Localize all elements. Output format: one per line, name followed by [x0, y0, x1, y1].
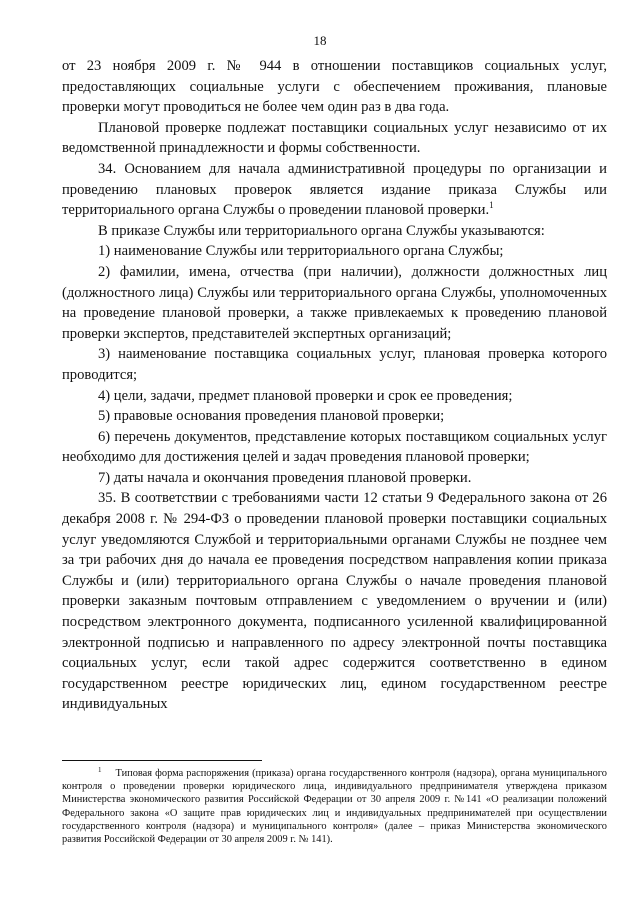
- paragraph-scope: Плановой проверке подлежат поставщики социальных услуг независимо от их ведомственной принадлежности и формы собственности.: [62, 119, 607, 157]
- paragraph-continuation: от 23 ноября 2009 г. № 944 в отношении поставщиков социальных услуг, предоставляющих социальные услуги с обеспечением проживания, плановые проверки могут проводиться не более чем один раз в два года.: [62, 58, 607, 116]
- list-item-2: 2) фамилии, имена, отчества (при наличии), должности должностных лиц (должностного лица) Службы или территориального органа Службы, уполномоченных на проведение плановой проверки, а также привлекаемых к проведению плановой проверки экспертов, представителей экспертных организаций;: [62, 263, 607, 342]
- paragraph-item-34-text: 34. Основанием для начала административной процедуры по организации и проведению плановых проверок является издание приказа Службы или территориального органа Службы о проведении плановой проверки.: [62, 160, 607, 219]
- list-item-6: 6) перечень документов, представление которых поставщиком социальных услуг необходимо для достижения целей и задач проведения плановой проверки;: [62, 428, 607, 466]
- footnote-divider: [62, 760, 262, 761]
- list-item-3: 3) наименование поставщика социальных услуг, плановая проверка которого проводится;: [62, 346, 607, 383]
- list-item-1: 1) наименование Службы или территориального органа Службы;: [98, 243, 504, 260]
- footnote-text: Типовая форма распоряжения (приказа) органа государственного контроля (надзора), органа муниципального контроля о проведении проверки юридического лица, индивидуального предпринимателя утверждена приказом Министерства экономического развития Российской Федерации от 30 апреля 2009 г. №141 «О реализации положений Федерального закона «О защите прав юридических лиц и индивидуальных предпринимателей при осуществлении государственного контроля (надзора) и муниципального контроля» (далее – приказ Министерства экономического развития Российской Федерации от 30 апреля 2009 г. № 141).: [62, 768, 607, 846]
- footnote-reference: 1: [489, 200, 494, 211]
- list-item-5: 5) правовые основания проведения плановой проверки;: [98, 408, 445, 425]
- paragraph-order-contents: В приказе Службы или территориального органа Службы указываются:: [98, 222, 545, 239]
- page-number: 18: [313, 33, 327, 48]
- list-item-7: 7) даты начала и окончания проведения плановой проверки.: [98, 469, 472, 486]
- document-body: [62, 56, 607, 715]
- paragraph-item-34: [62, 159, 607, 221]
- footnote-marker: 1: [98, 766, 102, 774]
- list-item-4: 4) цели, задачи, предмет плановой проверки и срок ее проведения;: [98, 387, 513, 404]
- paragraph-item-35: 35. В соответствии с требованиями части 12 статьи 9 Федерального закона от 26 декабря 2008 г. № 294-ФЗ о проведении плановой проверки поставщики социальных услуг уведомляются Службой и территориальными органами Службы не позднее чем за три рабочих дня до начала ее проведения посредством направления копии приказа Службы и (или) территориального органа Службы о начале проведения плановой проверки заказным почтовым отправлением с уведомлением о вручении и (или) посредством электронного документа, подписанного усиленной квалифицированной электронной подписью и направленного по адресу электронной почты поставщика социальных услуг, если такой адрес содержится соответственно в едином государственном реестре юридических лиц, едином государственном реестре индивидуальных: [62, 490, 607, 713]
- footnote: [62, 767, 607, 846]
